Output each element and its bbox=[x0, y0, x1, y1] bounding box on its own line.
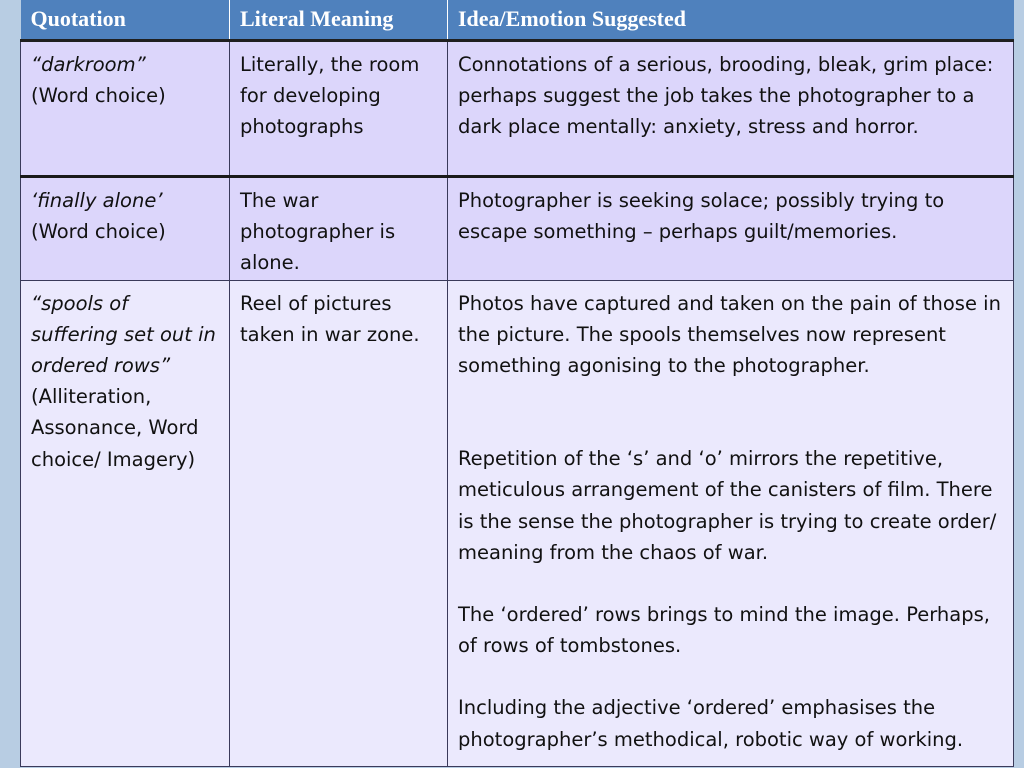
quotation-text: “darkroom” bbox=[31, 52, 146, 76]
idea-text: Photographer is seeking solace; possibly trying to escape something – perhaps guilt/memories. bbox=[458, 188, 945, 243]
literal-meaning-cell bbox=[230, 40, 448, 176]
idea-cell bbox=[448, 280, 1014, 766]
quotation-text: “spools of suffering set out in ordered rows” bbox=[31, 291, 216, 377]
header-idea-emotion: Idea/Emotion Suggested bbox=[448, 0, 1014, 40]
quotation-cell bbox=[21, 176, 230, 280]
quotation-cell bbox=[21, 40, 230, 176]
quotation-text: ‘finally alone’ bbox=[31, 188, 163, 212]
idea-text: Repetition of the ‘s’ and ‘o’ mirrors the repetitive, meticulous arrangement of the canisters of film. There is the sense the photographer is trying to create order/ meaning from the chaos of war. bbox=[458, 447, 997, 564]
idea-text: The ‘ordered’ rows brings to mind the image. Perhaps, of rows of tombstones. bbox=[458, 602, 990, 658]
header-row bbox=[21, 0, 1014, 40]
idea-text: Connotations of a serious, brooding, bleak, grim place: perhaps suggest the job takes the photographer to a dark place mentally: anxiety, stress and horror. bbox=[458, 52, 994, 138]
paragraph-spacer bbox=[458, 568, 1003, 599]
device-label: (Word choice) bbox=[31, 83, 166, 107]
literal-meaning-text: Literally, the room for developing photographs bbox=[240, 52, 420, 138]
idea-text: Including the adjective ‘ordered’ emphasises the photographer’s methodical, robotic way of working. bbox=[458, 696, 964, 751]
table-row bbox=[21, 176, 1014, 280]
idea-cell bbox=[448, 40, 1014, 176]
device-label: (Word choice) bbox=[31, 219, 166, 243]
paragraph-spacer bbox=[458, 381, 1003, 443]
literal-meaning-text: The war photographer is alone. bbox=[240, 188, 396, 274]
device-label: (Alliteration, Assonance, Word choice/ Imagery) bbox=[31, 385, 199, 471]
table-row bbox=[21, 280, 1014, 766]
literal-meaning-cell bbox=[230, 280, 448, 766]
idea-text: Photos have captured and taken on the pain of those in the picture. The spools themselves now represent something agonising to the photographer. bbox=[458, 291, 1001, 377]
idea-cell bbox=[448, 176, 1014, 280]
header-quotation: Quotation bbox=[21, 0, 230, 40]
quotation-cell bbox=[21, 280, 230, 766]
header-literal-meaning: Literal Meaning bbox=[230, 0, 448, 40]
literal-meaning-cell bbox=[230, 176, 448, 280]
paragraph-spacer bbox=[458, 661, 1003, 692]
table-row bbox=[21, 40, 1014, 176]
quotation-analysis-table bbox=[20, 0, 1014, 767]
literal-meaning-text: Reel of pictures taken in war zone. bbox=[240, 291, 420, 346]
